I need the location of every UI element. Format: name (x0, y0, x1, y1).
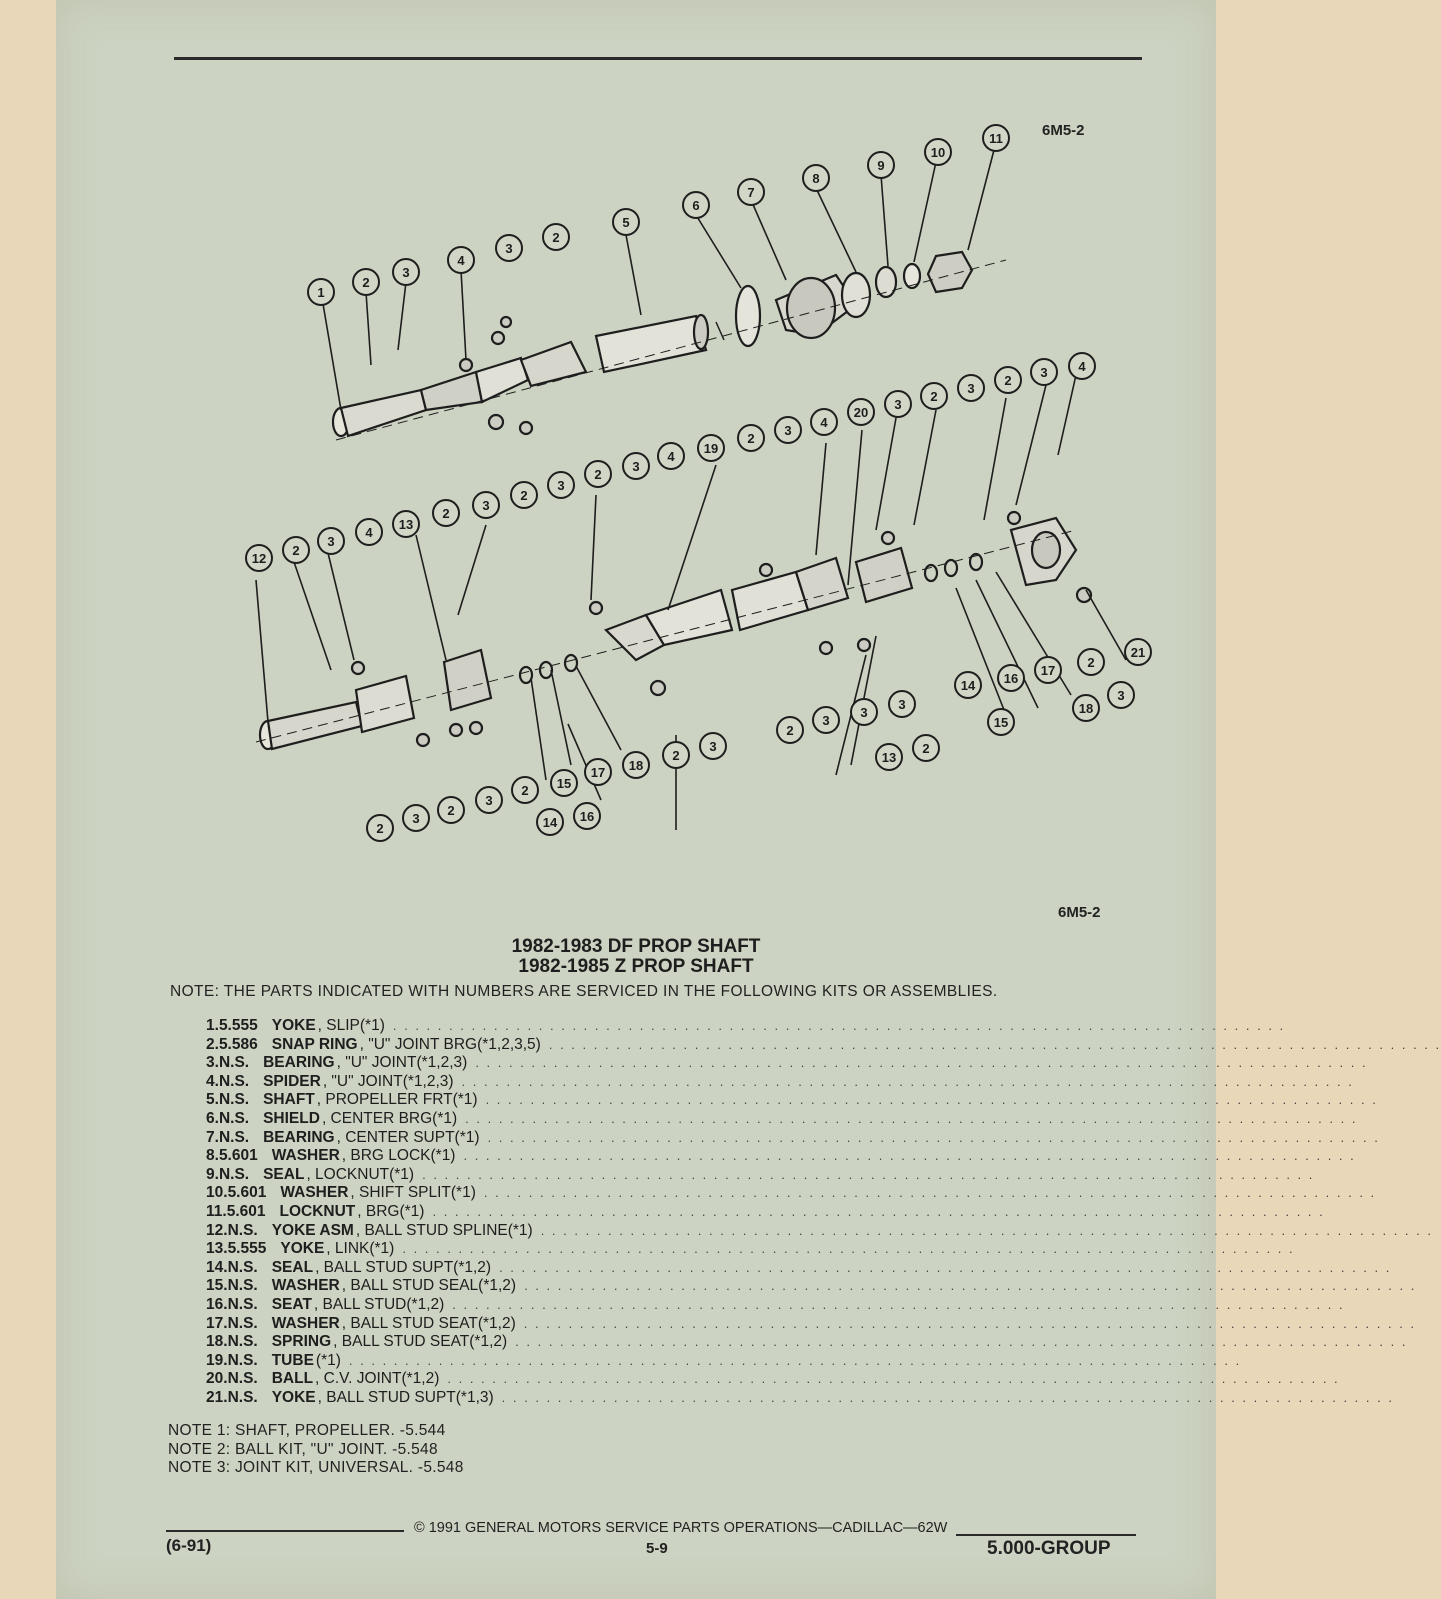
part-row (206, 1184, 1377, 1203)
footnote: NOTE 1: SHAFT, PROPELLER. -5.544 (168, 1422, 446, 1439)
part-name: WASHER (280, 1184, 349, 1202)
part-name: LOCKNUT (279, 1202, 356, 1220)
lower-shaft-assembly (256, 512, 1094, 749)
part-number: 12. (206, 1221, 228, 1239)
leader-dots: . . . . . . . . . . . . . . . . . . . . . . . . . . . . . . . . . . . . . . . . . . . . . . . . . . . . . . . . . . . . . . . . . . . . . . . . . . . . . . . . (432, 1203, 1325, 1219)
callout-4: 4 (365, 525, 373, 540)
part-row (206, 1202, 1325, 1222)
leader-dots: . . . . . . . . . . . . . . . . . . . . . . . . . . . . . . . . . . . . . . . . . . . . . . . . . . . . . . . . . . . . . . . . . . . . . . . . . . . . . . . . (501, 1389, 1394, 1405)
part-description: , SLIP(*1) (317, 1017, 385, 1034)
leader-dots: . . . . . . . . . . . . . . . . . . . . . . . . . . . . . . . . . . . . . . . . . . . . . . . . . . . . . . . . . . . . . . . . . . . . . . . . . . . . . . . . (515, 1334, 1408, 1350)
callout-11: 11 (989, 131, 1003, 146)
footer-rule-right (956, 1534, 1136, 1536)
part-number: 21. (206, 1388, 228, 1406)
callout-13: 13 (398, 517, 414, 532)
part-row (206, 1017, 1286, 1036)
part-name: YOKE (280, 1240, 325, 1258)
catalog-group: 5.555 (218, 1017, 258, 1034)
callout-16: 16 (579, 809, 595, 824)
catalog-group: N.S. (227, 1221, 258, 1239)
callout-15: 15 (993, 715, 1009, 730)
part-row (206, 1035, 1441, 1055)
callout-2: 2 (447, 803, 455, 818)
callout-17: 17 (590, 765, 606, 780)
callout-3: 3 (894, 397, 902, 412)
callout-10: 10 (930, 145, 946, 160)
callout-2: 2 (594, 467, 602, 482)
callout-2: 2 (362, 275, 370, 290)
part-number: 3. (206, 1054, 219, 1072)
part-name: YOKE ASM (271, 1221, 354, 1239)
part-number: 10. (206, 1184, 228, 1202)
leader-dots: . . . . . . . . . . . . . . . . . . . . . . . . . . . . . . . . . . . . . . . . . . . . . . . . . . . . . . . . . . . . . . . . . . . . . . . . . . . . . . . . (465, 1110, 1358, 1126)
catalog-group: N.S. (218, 1091, 250, 1109)
catalog-group: N.S. (227, 1277, 258, 1295)
part-number: 6. (206, 1109, 219, 1127)
callout-3: 3 (860, 705, 868, 720)
leader-dots: . . . . . . . . . . . . . . . . . . . . . . . . . . . . . . . . . . . . . . . . . . . . . . . . . . . . . . . . . . . . . . . . . . . . . . . . . . . . . . . . (540, 1222, 1433, 1238)
part-row (206, 1258, 1392, 1278)
callout-2: 2 (930, 389, 938, 404)
catalog-group: 5.601 (226, 1202, 266, 1220)
leader-dots: . . . . . . . . . . . . . . . . . . . . . . . . . . . . . . . . . . . . . . . . . . . . . . . . . . . . . . . . . . . . . . . . . . . . . . . . . . . . . . . . (485, 1092, 1378, 1108)
catalog-group: N.S. (227, 1314, 258, 1332)
callout-8: 8 (812, 171, 820, 186)
callout-17: 17 (1040, 663, 1056, 678)
catalog-group: N.S. (227, 1333, 258, 1351)
catalog-page (56, 0, 1441, 1599)
figure-code-top: 6M5-2 (1042, 122, 1085, 139)
part-number: 18. (206, 1333, 228, 1351)
part-number: 19. (206, 1351, 228, 1369)
part-description: , BALL STUD(*1,2) (313, 1295, 445, 1313)
callout-balloons (246, 125, 1151, 841)
catalog-group: N.S. (227, 1351, 258, 1369)
leader-dots: . . . . . . . . . . . . . . . . . . . . . . . . . . . . . . . . . . . . . . . . . . . . . . . . . . . . . . . . . . . . . . . . . . . . . . . . . . . . . . . . (499, 1259, 1392, 1275)
callout-2: 2 (786, 723, 794, 738)
part-row (206, 1351, 1242, 1371)
callout-3: 3 (822, 713, 830, 728)
catalog-group: 5.601 (218, 1147, 258, 1165)
callout-3: 3 (402, 265, 410, 280)
callout-3: 3 (327, 534, 335, 549)
part-name: SPRING (271, 1333, 332, 1351)
callout-4: 4 (667, 449, 675, 464)
callout-3: 3 (1040, 365, 1048, 380)
figure-code-bottom: 6M5-2 (1058, 904, 1101, 921)
callout-2: 2 (376, 821, 384, 836)
part-description: , PROPELLER FRT(*1) (316, 1091, 478, 1109)
callout-3: 3 (967, 381, 975, 396)
callout-6: 6 (692, 198, 700, 213)
group-number: 5.000-GROUP (987, 1538, 1111, 1559)
leader-dots: . . . . . . . . . . . . . . . . . . . . . . . . . . . . . . . . . . . . . . . . . . . . . . . . . . . . . . . . . . . . . . . . . . . . . . . . . . . . . . . . (422, 1166, 1315, 1182)
catalog-group: N.S. (227, 1370, 258, 1388)
callout-3: 3 (482, 498, 490, 513)
part-name: SHIELD (263, 1109, 320, 1127)
copyright: © 1991 GENERAL MOTORS SERVICE PARTS OPERATIONS—CADILLAC—62W (414, 1520, 948, 1536)
callout-3: 3 (898, 697, 906, 712)
catalog-group: N.S. (227, 1388, 258, 1406)
part-description: , BALL STUD SEAT(*1,2) (341, 1314, 516, 1332)
part-row (206, 1091, 1378, 1110)
footnote: NOTE 2: BALL KIT, "U" JOINT. -5.548 (168, 1440, 438, 1458)
part-description: , CENTER BRG(*1) (321, 1109, 458, 1127)
leader-dots: . . . . . . . . . . . . . . . . . . . . . . . . . . . . . . . . . . . . . . . . . . . . . . . . . . . . . . . . . . . . . . . . . . . . . . . . . . . . . . . . (487, 1129, 1380, 1145)
callout-13: 13 (881, 750, 897, 765)
part-name: BEARING (263, 1128, 335, 1146)
part-description: , BRG LOCK(*1) (341, 1147, 456, 1165)
leader-dots: . . . . . . . . . . . . . . . . . . . . . . . . . . . . . . . . . . . . . . . . . . . . . . . . . . . . . . . . . . . . . . . . . . . . . . . . . . . . . . . . (452, 1296, 1345, 1312)
callout-14: 14 (542, 815, 558, 830)
callout-2: 2 (1004, 373, 1012, 388)
part-number: 16. (206, 1295, 228, 1313)
part-row (206, 1333, 1408, 1352)
part-row (206, 1054, 1368, 1073)
part-name: SHAFT (263, 1091, 315, 1109)
callout-3: 3 (505, 241, 513, 256)
callout-21: 21 (1130, 645, 1146, 660)
kits-note: NOTE: THE PARTS INDICATED WITH NUMBERS ARE SERVICED IN THE FOLLOWING KITS OR ASSEMBLIES. (170, 983, 998, 1000)
callout-3: 3 (1117, 688, 1125, 703)
catalog-group: N.S. (218, 1165, 250, 1183)
callout-15: 15 (556, 776, 572, 791)
callout-4: 4 (457, 253, 465, 268)
part-name: BEARING (263, 1054, 335, 1072)
footnote: NOTE 3: JOINT KIT, UNIVERSAL. -5.548 (168, 1459, 464, 1477)
callout-4: 4 (1078, 359, 1086, 374)
callout-4: 4 (820, 415, 828, 430)
part-name: WASHER (271, 1277, 340, 1295)
part-row (206, 1277, 1417, 1296)
part-row (206, 1295, 1345, 1315)
part-row (206, 1072, 1354, 1092)
part-name: SEAT (271, 1295, 312, 1313)
callout-2: 2 (1087, 655, 1095, 670)
part-number: 17. (206, 1314, 228, 1332)
callout-3: 3 (632, 459, 640, 474)
footer-rule-left (166, 1530, 404, 1532)
callout-5: 5 (622, 215, 630, 230)
callout-2: 2 (922, 741, 930, 756)
callout-3: 3 (557, 478, 565, 493)
callout-3: 3 (784, 423, 792, 438)
callout-2: 2 (292, 543, 300, 558)
catalog-group: N.S. (227, 1295, 258, 1313)
part-description: , C.V. JOINT(*1,2) (315, 1370, 440, 1388)
callout-1: 1 (317, 285, 325, 300)
footnotes (168, 1422, 464, 1478)
callout-2: 2 (552, 230, 560, 245)
part-name: SNAP RING (271, 1035, 358, 1053)
title-line-2: 1982-1985 Z PROP SHAFT (518, 956, 754, 977)
part-description: , CENTER SUPT(*1) (336, 1128, 480, 1146)
catalog-group: N.S. (227, 1258, 258, 1276)
part-number: 2. (206, 1035, 219, 1053)
part-number: 13. (206, 1240, 228, 1258)
part-description: , SHIFT SPLIT(*1) (350, 1184, 476, 1202)
parts-list (206, 1017, 1441, 1407)
catalog-group: N.S. (218, 1054, 250, 1072)
catalog-group: 5.555 (227, 1240, 267, 1258)
part-number: 7. (206, 1128, 219, 1146)
part-row (206, 1165, 1315, 1185)
exploded-prop-shaft-diagram (176, 110, 1186, 870)
leader-dots: . . . . . . . . . . . . . . . . . . . . . . . . . . . . . . . . . . . . . . . . . . . . . . . . . . . . . . . . . . . . . . . . . . . . . . . . . . . . . . . . (524, 1278, 1417, 1294)
part-description: , "U" JOINT(*1,2,3) (336, 1054, 468, 1072)
callout-19: 19 (703, 441, 719, 456)
callout-2: 2 (520, 488, 528, 503)
part-description: , BALL STUD SEAL(*1,2) (341, 1277, 517, 1295)
leader-dots: . . . . . . . . . . . . . . . . . . . . . . . . . . . . . . . . . . . . . . . . . . . . . . . . . . . . . . . . . . . . . . . . . . . . . . . . . . . . . . . . (475, 1055, 1368, 1071)
part-number: 11. (206, 1202, 227, 1220)
part-description: , BALL STUD SUPT(*1,2) (315, 1258, 492, 1276)
title-line-1: 1982-1983 DF PROP SHAFT (511, 936, 761, 957)
leader-dots: . . . . . . . . . . . . . . . . . . . . . . . . . . . . . . . . . . . . . . . . . . . . . . . . . . . . . . . . . . . . . . . . . . . . . . . . . . . . . . . . (523, 1315, 1417, 1331)
part-name: WASHER (271, 1314, 340, 1332)
catalog-group: N.S. (218, 1128, 250, 1146)
part-number: 8. (206, 1147, 219, 1165)
part-row (206, 1147, 1356, 1166)
leader-dots: . . . . . . . . . . . . . . . . . . . . . . . . . . . . . . . . . . . . . . . . . . . . . . . . . . . . . . . . . . . . . . . . . . . . . . . . . . . . . . . . (483, 1185, 1377, 1201)
callout-14: 14 (960, 678, 976, 693)
page-title (56, 937, 1216, 977)
revision-date: (6-91) (166, 1536, 212, 1555)
part-row (206, 1128, 1380, 1148)
callout-2: 2 (672, 748, 680, 763)
top-rule (174, 57, 1142, 60)
part-number: 20. (206, 1370, 228, 1388)
leader-dots: . . . . . . . . . . . . . . . . . . . . . . . . . . . . . . . . . . . . . . . . . . . . . . . . . . . . . . . . . . . . . . . . . . . . . . . . . . . . . . . . (548, 1036, 1441, 1052)
part-description: , LOCKNUT(*1) (306, 1165, 415, 1183)
callout-2: 2 (521, 783, 529, 798)
callout-3: 3 (485, 793, 493, 808)
part-name: TUBE (271, 1351, 314, 1369)
page-number: 5-9 (646, 1540, 668, 1557)
part-description: (*1) (315, 1351, 341, 1369)
leader-dots: . . . . . . . . . . . . . . . . . . . . . . . . . . . . . . . . . . . . . . . . . . . . . . . . . . . . . . . . . . . . . . . . . . . . . . . . . . . . . . . . (402, 1241, 1295, 1257)
leader-dots: . . . . . . . . . . . . . . . . . . . . . . . . . . . . . . . . . . . . . . . . . . . . . . . . . . . . . . . . . . . . . . . . . . . . . . . . . . . . . . . . (463, 1148, 1356, 1164)
callout-7: 7 (747, 185, 755, 200)
part-name: BALL (271, 1370, 314, 1388)
leader-dots: . . . . . . . . . . . . . . . . . . . . . . . . . . . . . . . . . . . . . . . . . . . . . . . . . . . . . . . . . . . . . . . . . . . . . . . . . . . . . . . . (461, 1073, 1354, 1089)
catalog-group: N.S. (218, 1072, 250, 1090)
catalog-group: N.S. (218, 1109, 250, 1127)
part-description: , BALL STUD SPLINE(*1) (355, 1221, 533, 1239)
part-number: 9. (206, 1165, 219, 1183)
part-name: SEAL (271, 1258, 314, 1276)
part-row (206, 1221, 1433, 1241)
part-row (206, 1314, 1417, 1334)
callout-18: 18 (1078, 701, 1094, 716)
part-row (206, 1240, 1295, 1259)
part-description: , BALL STUD SUPT(*1,3) (317, 1388, 494, 1406)
callout-16: 16 (1003, 671, 1019, 686)
callout-2: 2 (747, 431, 755, 446)
catalog-group: 5.601 (227, 1184, 267, 1202)
part-description: , BRG(*1) (357, 1202, 425, 1220)
part-name: YOKE (271, 1017, 316, 1034)
part-description: , LINK(*1) (326, 1240, 395, 1258)
part-row (206, 1388, 1394, 1408)
leader-dots: . . . . . . . . . . . . . . . . . . . . . . . . . . . . . . . . . . . . . . . . . . . . . . . . . . . . . . . . . . . . . . . . . . . . . . . . . . . . . . . . (392, 1018, 1286, 1033)
leader-dots: . . . . . . . . . . . . . . . . . . . . . . . . . . . . . . . . . . . . . . . . . . . . . . . . . . . . . . . . . . . . . . . . . . . . . . . . . . . . . . . . (447, 1371, 1340, 1387)
callout-20: 20 (853, 405, 869, 420)
part-description: , "U" JOINT(*1,2,3) (322, 1072, 454, 1090)
callout-2: 2 (442, 506, 450, 521)
part-number: 5. (206, 1091, 219, 1109)
callout-3: 3 (412, 811, 420, 826)
part-row (206, 1109, 1358, 1129)
leader-dots: . . . . . . . . . . . . . . . . . . . . . . . . . . . . . . . . . . . . . . . . . . . . . . . . . . . . . . . . . . . . . . . . . . . . . . . . . . . . . . . . (348, 1352, 1242, 1368)
part-number: 4. (206, 1072, 219, 1090)
part-name: SEAL (263, 1165, 305, 1183)
part-name: WASHER (271, 1147, 340, 1165)
callout-12: 12 (251, 551, 267, 566)
catalog-group: 5.586 (218, 1035, 258, 1053)
callout-9: 9 (877, 158, 885, 173)
part-row (206, 1370, 1340, 1389)
part-number: 1. (206, 1017, 219, 1034)
part-description: , "U" JOINT BRG(*1,2,3,5) (359, 1035, 541, 1053)
part-number: 15. (206, 1277, 228, 1295)
callout-18: 18 (628, 758, 644, 773)
callout-3: 3 (709, 739, 717, 754)
part-number: 14. (206, 1258, 228, 1276)
part-name: YOKE (271, 1388, 316, 1406)
part-name: SPIDER (263, 1072, 321, 1090)
part-description: , BALL STUD SEAT(*1,2) (333, 1333, 508, 1351)
